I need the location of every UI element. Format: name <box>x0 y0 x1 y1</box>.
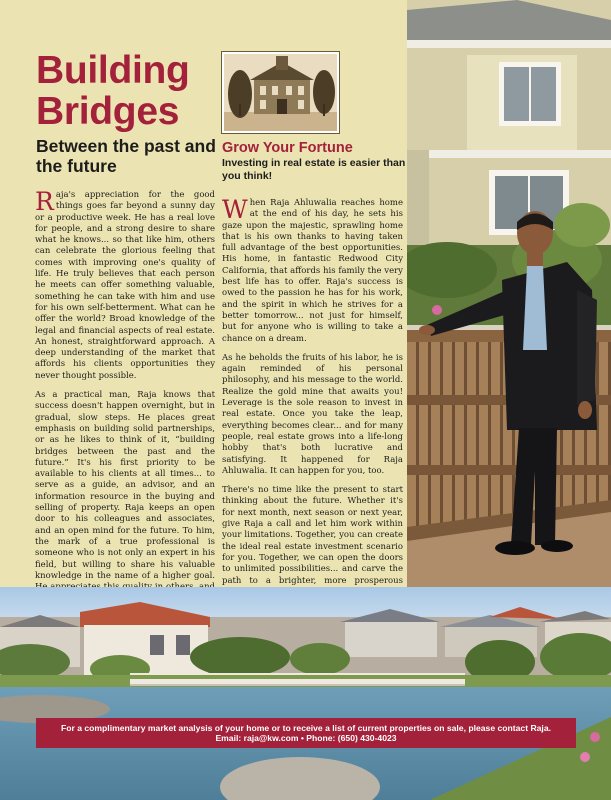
left-paragraph-2: As a practical man, Raja knows that success doesn't happen overnight, but in gradual, slow steps. He places great emphasis on building solid partnerships, or as he likes to think of it, “building bridges between the past and the future.” It's his first priority to be available to his clients at all times... to serve as a guide, an advisor, and an information resource in the buying and selling of property. Raja keeps an open door to his colleagues and associates, and an open mind for the future. To him, the mark of a true professional is someone who is not only an expert in his field, but willing to share his valuable knowledge in the name of a higher goal. <box>35 390 215 581</box>
left-paragraph-1: Raja's appreciation for the good things goes far beyond a sunny day or a productive week. He has a real love for people, and a strong desire to share what he knows... so that like him, others can celebrate the glorious feeling that comes with improving one's quality of life. He truly believes that each person he meets can offer something valuable, something he can take with him and use for his own self-betterment. What can he offer the world? Broad knowledge of the legal and financial aspects of real estate. An honest, straightforward approach. A deep understanding of the market that affords his clients opportunities they never thought possible. <box>35 187 215 381</box>
middle-column-text <box>222 195 403 606</box>
left-column-text <box>35 187 215 613</box>
drop-cap-w: W <box>222 195 248 224</box>
middle-paragraph-3: There's no time like the present to start thinking about the future. Whether it's for next month, next season or next year, give Raja a call and let him work within your limitations. Together, you can create the ideal real estate investment scenario for you. Together, we can open the doors to unlimited possibilities... and carve the path to a brighter, more prosperous <box>222 485 403 586</box>
article-subtitle: Between the past and the future <box>36 136 216 176</box>
banner-contact-line: Email: raja@kw.com • Phone: (650) 430-4023 <box>215 733 397 743</box>
section-heading: Grow Your Fortune <box>222 140 353 156</box>
agent-photo <box>407 0 611 590</box>
waterfront-panorama <box>0 587 611 800</box>
section-subheading: Investing in real estate is easier than you think! <box>222 157 406 182</box>
middle-paragraph-2: As he beholds the fruits of his labor, he is again reminded of his personal philosophy, and his message to the world. Realize the gold mine that awaits you! Leverage is the sole reason to invest in real estate. Once you take the leap, everything becomes clear... and for many people, real estate grows into a life-long hobby that's both lucrative and satisfying. It happened for Raja Ahluwalia. It can happen for you, too. <box>222 352 403 476</box>
article-title: Building Bridges <box>36 49 190 133</box>
contact-banner <box>36 718 576 748</box>
middle-paragraph-1: When Raja Ahluwalia reaches home at the end of his day, he sets his gaze upon the majestic, sprawling home that is his own thanks to having taken full advantage of the best opportunities. His home, in fantastic Redwood City California, that affords his family the very best life has to offer. Raja's success is owed to the passion he has for his work, and the spirit in which he strives for a better tomorrow... not just for himself, but for anyone who is willing to take a chance on a dream. <box>222 195 403 344</box>
vintage-building-photo <box>222 52 339 133</box>
banner-line-1: For a complimentary market analysis of your home or to receive a list of current properties on sale, please contact Raja. <box>60 723 551 733</box>
drop-cap-r: R <box>35 187 54 216</box>
